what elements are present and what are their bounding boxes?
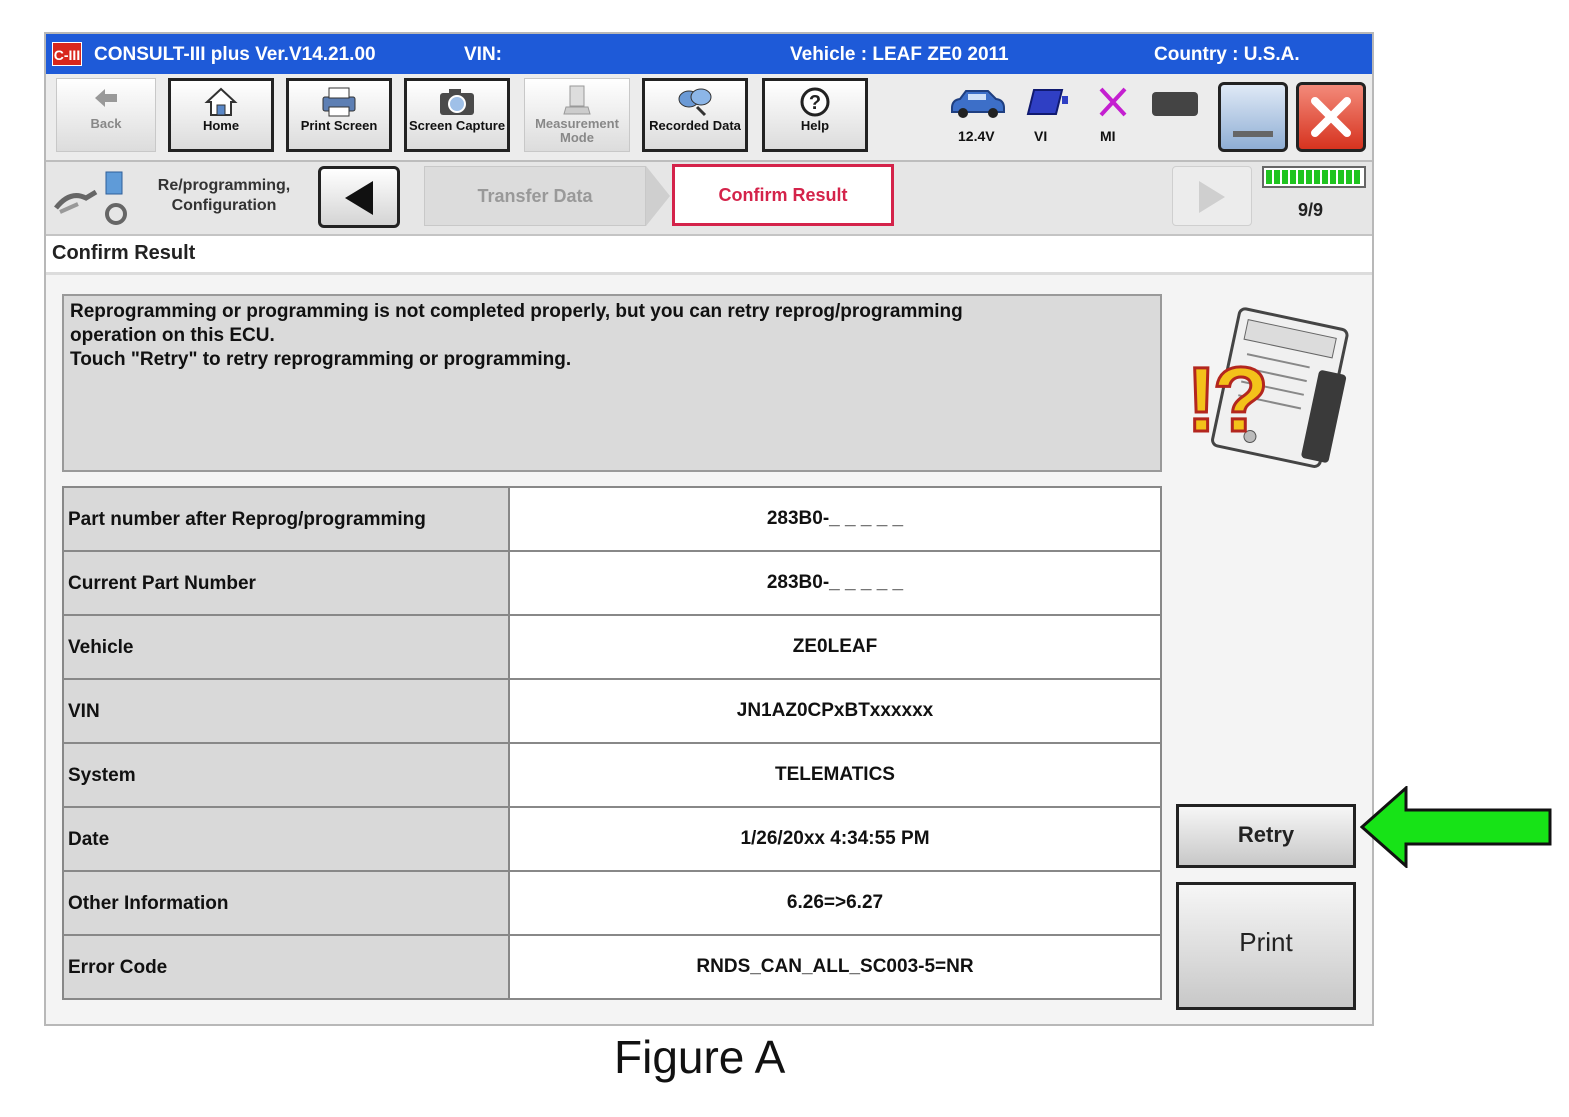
screen-capture-button[interactable]: Screen Capture [404, 78, 510, 152]
table-row [63, 807, 1161, 871]
vi-status [1018, 80, 1072, 154]
previous-step-button[interactable] [318, 166, 400, 228]
app-version: CONSULT-III plus Ver.V14.21.00 [94, 44, 376, 65]
voltage-readout: 12.4V [958, 128, 995, 144]
close-icon [1307, 93, 1355, 146]
title-bar [46, 34, 1372, 74]
vi-icon [1022, 84, 1070, 125]
progress-text: 9/9 [1298, 200, 1324, 220]
back-triangle-icon [341, 179, 377, 222]
home-icon [171, 85, 271, 119]
print-button[interactable] [1176, 882, 1356, 1010]
ecu-warning-icon [1182, 292, 1362, 482]
row-value: 283B0-_ _ _ _ _ [509, 487, 1161, 551]
step-navigation [46, 162, 1372, 236]
recorded-data-button[interactable]: Recorded Data [642, 78, 748, 152]
row-value: 6.26=>6.27 [509, 871, 1161, 935]
print-screen-button[interactable]: Print Screen [286, 78, 392, 152]
row-label: VIN [63, 679, 509, 743]
print-label: Print [1239, 927, 1293, 957]
home-button[interactable]: Home [168, 78, 274, 152]
mi-disconnected-icon [1096, 86, 1130, 123]
back-button[interactable]: Back [56, 78, 156, 152]
table-row [63, 487, 1161, 551]
row-value: JN1AZ0CPxBTxxxxxx [509, 679, 1161, 743]
step-transfer-data: Transfer Data [424, 166, 646, 226]
camera-icon [407, 85, 507, 119]
step-chevron-icon [646, 166, 672, 231]
vin-label: VIN: [464, 44, 502, 65]
mi-label: MI [1100, 128, 1116, 144]
help-icon [765, 85, 865, 119]
country-label: Country : U.S.A. [1154, 44, 1300, 65]
step-confirm-result: Confirm Result [672, 164, 894, 226]
message-line: Touch "Retry" to retry reprogramming or programming. [70, 349, 572, 370]
back-arrow-icon [57, 83, 155, 117]
row-label: Vehicle [63, 615, 509, 679]
figure-caption: Figure A [614, 1031, 786, 1083]
section-header [46, 236, 1372, 275]
warning-exclaim-question: !? [1186, 349, 1265, 451]
measurement-mode-button[interactable]: Measurement Mode [524, 78, 630, 152]
table-row [63, 935, 1161, 999]
consult-window [44, 32, 1374, 1026]
section-label: Re/programming, Configuration [157, 177, 291, 214]
table-row [63, 679, 1161, 743]
mi-status [1086, 80, 1140, 154]
table-row [63, 743, 1161, 807]
retry-label: Retry [1237, 822, 1295, 847]
row-label: Part number after Reprog/programming [63, 487, 509, 551]
row-label: Error Code [63, 935, 509, 999]
row-label: System [63, 743, 509, 807]
minimize-icon [1233, 131, 1273, 137]
reprogramming-tool-icon [52, 168, 132, 233]
printer-icon [289, 85, 389, 119]
table-row [63, 615, 1161, 679]
car-icon [948, 86, 1006, 125]
next-step-button[interactable] [1172, 166, 1252, 226]
row-label: Date [63, 807, 509, 871]
row-value: RNDS_CAN_ALL_SC003-5=NR [509, 935, 1161, 999]
callout-arrow-icon [1360, 786, 1554, 873]
toolbar [46, 74, 1372, 162]
vi-label: VI [1034, 128, 1048, 144]
vehicle-label: Vehicle : LEAF ZE0 2011 [790, 44, 1009, 65]
battery-icon [1152, 92, 1198, 116]
close-button[interactable] [1296, 82, 1366, 152]
message-box [62, 294, 1162, 472]
row-value: ZE0LEAF [509, 615, 1161, 679]
recorded-data-icon [645, 85, 745, 119]
result-table [62, 486, 1162, 1000]
progress-indicator [1262, 166, 1368, 226]
page-title: Confirm Result [52, 242, 196, 264]
message-line: operation on this ECU. [70, 325, 275, 346]
progress-bar [1262, 166, 1366, 188]
row-label: Current Part Number [63, 551, 509, 615]
help-button[interactable]: ? Help [762, 78, 868, 152]
row-value: 1/26/20xx 4:34:55 PM [509, 807, 1161, 871]
measurement-icon [525, 83, 629, 117]
battery-voltage-status [946, 80, 1008, 154]
message-line: Reprogramming or programming is not completed properly, but you can retry reprog/programming [70, 301, 963, 322]
row-value: 283B0-_ _ _ _ _ [509, 551, 1161, 615]
minimize-button[interactable] [1218, 82, 1288, 152]
row-value: TELEMATICS [509, 743, 1161, 807]
consult-logo-icon: C-III [52, 42, 82, 66]
row-label: Other Information [63, 871, 509, 935]
svg-text:?: ? [808, 92, 822, 114]
forward-triangle-icon [1197, 179, 1227, 220]
table-row [63, 871, 1161, 935]
retry-button[interactable] [1176, 804, 1356, 868]
table-row [63, 551, 1161, 615]
progress-bar-fill [1266, 170, 1362, 184]
